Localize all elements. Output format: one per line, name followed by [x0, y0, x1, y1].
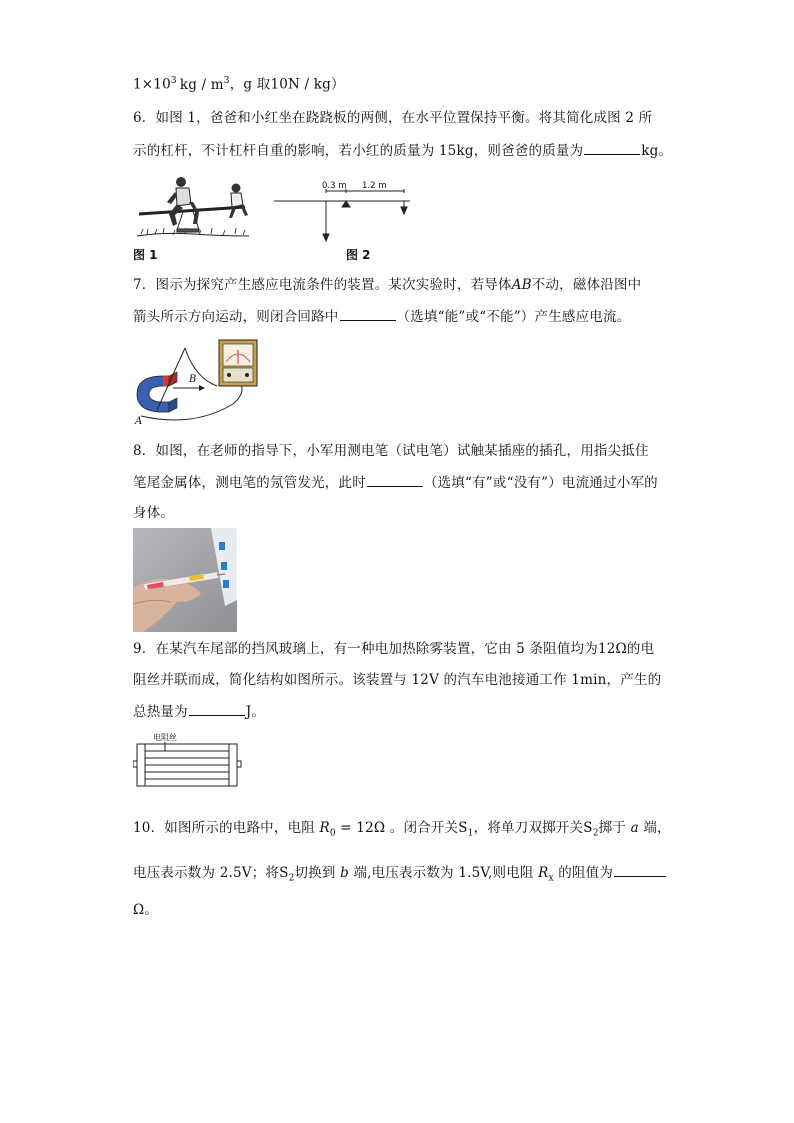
q8-line2-post: （选填“有”或“没有”）电流通过小军的 — [423, 475, 658, 491]
q7-line1-pre: 7．图示为探究产生感应电流条件的装置。某次实验时，若导体 — [133, 277, 512, 293]
q10-s2-sub: 2 — [592, 828, 599, 839]
q10-s1-sub: 1 — [467, 828, 474, 839]
density-unit-exponent: 3 — [223, 76, 230, 86]
q7-line2-pre: 箭头所示方向运动，则闭合回路中 — [133, 309, 339, 325]
g-value: 10N / kg — [270, 76, 332, 93]
defogger-label: 电阻丝 — [153, 733, 177, 742]
q10-line2-s2-sub: 2 — [288, 873, 295, 884]
q10-s2: S — [583, 820, 593, 836]
q7-line2-post: （选填“能”或“不能”）产生感应电流。 — [396, 309, 631, 325]
q10-r0: R — [319, 820, 330, 836]
q6-line1: 6．如图 1，爸爸和小红坐在跷跷板的两侧，在水平位置保持平衡。将其简化成图 2 所 — [133, 110, 653, 126]
q10-rx-sub: x — [548, 873, 554, 884]
seesaw-figure — [133, 174, 253, 242]
fig2-label-right: 1.2 m — [362, 181, 387, 191]
close-paren: ） — [331, 76, 345, 93]
q10-line1-e: 端， — [643, 820, 671, 836]
q10-line2-d: 的阻值为 — [558, 865, 614, 881]
g-text: ，g 取 — [229, 76, 271, 93]
q6-answer-blank[interactable] — [584, 140, 640, 155]
q10-line2-s2: S — [279, 865, 289, 881]
q8-line1: 8．如图，在老师的指导下，小军用测电笔（试电笔）试触某插座的插孔，用指尖抵住 — [133, 443, 649, 459]
q9-line3-post: J。 — [245, 704, 266, 720]
q7-answer-blank[interactable] — [340, 306, 396, 321]
q10-line3: Ω。 — [133, 902, 159, 918]
q10-line1-d: 掷于 — [598, 820, 627, 836]
q10-line1-c: ，将单刀双掷开关 — [473, 820, 584, 836]
q10-s1: S — [458, 820, 468, 836]
test-pen-photo — [133, 528, 237, 632]
density-exponent: 3 — [170, 76, 177, 86]
density-unit: kg / m — [179, 76, 224, 93]
lever-diagram — [270, 174, 420, 246]
q6-line2-post: kg。 — [641, 143, 673, 159]
q9-line3-pre: 总热量为 — [133, 704, 188, 720]
q9-line2: 阻丝并联而成，简化结构如图所示。该装置与 12V 的汽车电池接通工作 1min，产生的 — [133, 672, 662, 688]
q10-r0-sub: 0 — [329, 828, 336, 839]
q10-terminal-b: b — [340, 865, 349, 881]
q10-terminal-a: a — [630, 820, 639, 836]
label-b: B — [189, 374, 197, 385]
q10-answer-blank[interactable] — [614, 862, 666, 877]
q8-line2-pre: 笔尾金属体，测电笔的氖管发光，此时 — [133, 475, 366, 491]
q10-line2-a: 电压表示数为 2.5V；将 — [133, 865, 280, 881]
fig2-caption: 图 2 — [346, 248, 371, 262]
q6-line2-pre: 示的杠杆，不计杠杆自重的影响，若小红的质量为 15kg，则爸爸的质量为 — [133, 143, 584, 159]
label-a: A — [135, 416, 143, 426]
q10-line1 — [133, 818, 671, 844]
q10-line2-b: 切换到 — [294, 865, 336, 881]
q7-line1 — [133, 275, 641, 295]
q8-line2 — [133, 472, 658, 493]
fig1-caption: 图 1 — [133, 248, 158, 262]
q10-line2 — [133, 862, 667, 889]
q8-answer-blank[interactable] — [367, 472, 423, 487]
q9-line3 — [133, 701, 265, 722]
q6-line2 — [133, 140, 672, 161]
q10-line1-b: = 12Ω 。闭合开关 — [340, 820, 459, 836]
induction-apparatus — [133, 338, 263, 426]
q7-line2 — [133, 306, 630, 327]
q8-line3: 身体。 — [133, 505, 175, 521]
defogger-diagram — [133, 730, 245, 788]
density-value: 1×10 — [133, 76, 171, 93]
q10-line2-c: 端,电压表示数为 1.5V,则电阻 — [353, 865, 534, 881]
q9-line1: 9．在某汽车尾部的挡风玻璃上，有一种电加热除雾装置，它由 5 条阻值均为12Ω的电 — [133, 641, 655, 657]
fig2-label-left: 0.3 m — [322, 181, 347, 191]
q7-line1-post: 不动，磁体沿图中 — [531, 277, 642, 293]
q7-conductor-ab: AB — [511, 277, 532, 293]
formula-line — [133, 71, 345, 95]
q10-rx: R — [538, 865, 549, 881]
q9-answer-blank[interactable] — [189, 701, 245, 716]
q10-line1-a: 10．如图所示的电路中，电阻 — [133, 820, 315, 836]
